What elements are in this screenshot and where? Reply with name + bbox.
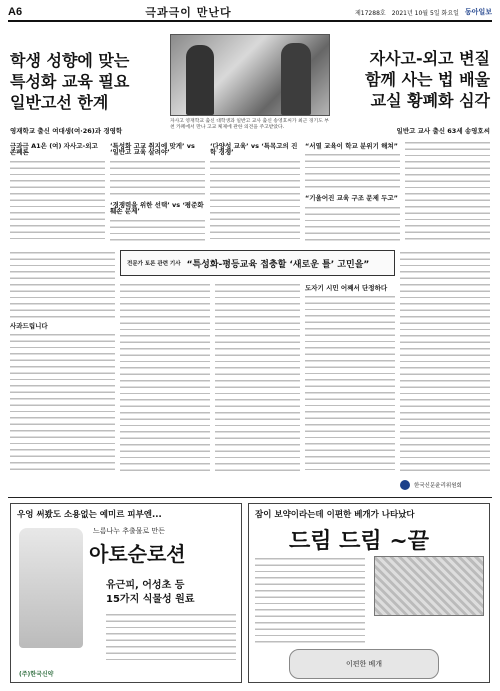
text-lines [10,250,115,320]
right-headline-line: 자사고-외고 변질 [369,49,490,68]
text-lines [210,159,300,244]
column-subhead: ‘경쟁력을 위한 선택’ vs ‘평준화 훼손 문제’ [110,200,204,216]
ad-product-name: 드림 드림 ~끝 [289,528,430,554]
left-headline-line: 일반고선 한계 [10,93,109,112]
right-headline [340,48,490,111]
pillow-label: 이편한 베개 [289,649,439,679]
column-subhead: “기울어진 교육 구조 문제 두고” [305,194,398,203]
text-lines [120,282,210,475]
committee-icon [400,480,410,490]
lower-column-1 [120,282,210,475]
text-lines [305,205,400,244]
right-column-1 [405,140,490,244]
page-header [8,4,492,22]
interview-photo [170,34,330,116]
issue-meta [355,7,492,17]
pillow-image [374,556,484,616]
column-subhead: “서열 교육이 학교 분위기 해쳐” [305,142,398,150]
banner-title: “특성화-평등교육 접충할 ‘새로운 틀’ 고민을” [186,259,370,270]
ad-feature-line: 15가지 식물성 원료 [106,594,195,605]
notice-title: 도자기 시민 어째서 단정하다 [305,284,388,292]
text-lines [110,159,205,199]
ad-headline: 잠이 보약이라는데 이편한 베개가 나타났다 [255,510,415,520]
banner-label: 전문가 토론 관련 기사 [127,261,181,267]
issue-number: 제17288호 [355,9,386,17]
text-lines [305,152,400,192]
right-headline-line: 교실 황폐화 심각 [370,91,490,110]
newspaper-name: 동아일보 [464,8,492,16]
photo-caption: 자사고 영재학교 출신 대학생과 일반고 교사 출신 송영호씨가 최근 경기도 부천 카페에서 만나 고교 체제에 관한 의견을 주고받았다. [170,119,329,130]
text-lines [305,294,395,474]
left-column-lower [10,250,115,475]
left-byline: 영재학교 출신 여대생(여·26)과 경영학 [10,127,123,135]
text-lines [215,282,300,475]
section-divider [8,497,492,498]
section-masthead: 극과극이 만난다 [145,6,232,19]
ethics-committee-logo [400,475,495,495]
text-lines [400,250,490,472]
ad-text-lines [106,612,236,660]
right-column-lower [400,250,490,472]
ad-brand: (주)한국신약 [19,671,54,678]
related-article-banner[interactable] [120,250,395,276]
left-advertisement[interactable] [10,503,242,683]
center-column-2 [305,140,400,244]
right-byline: 일반고 교사 출신 63세 송영호씨 [396,127,490,135]
ad-text-lines [255,556,365,646]
ad-product-name: 아토순로션 [89,542,186,566]
text-lines [405,140,490,244]
page-number: A6 [8,6,23,18]
lower-column-2 [215,282,300,475]
text-lines [10,159,105,244]
issue-date: 2021년 10월 5일 화요일 [391,9,459,17]
ad-features [106,579,195,607]
left-column-1 [10,140,105,244]
committee-name: 한국신문윤리위원회 [414,483,462,489]
column-subhead: ‘특성화 고교 취지에 맞게’ vs ‘일반고 교육 살려야’ [110,142,195,157]
text-lines [10,332,115,475]
person-left-image [186,45,214,115]
left-column-2 [110,140,205,244]
left-headline-line: 특성화 교육 필요 [10,72,130,91]
center-column-1 [210,140,300,244]
text-lines [110,218,205,244]
ad-feature-line: 유근피, 어성초 등 [106,580,185,591]
left-subtitle: 극과극 A1은 (여) 자사고-외고 존폐론 [10,142,98,157]
left-subhead: 사과드립니다 [10,322,48,330]
ad-subline: 느름나누 추출물로 만든 [93,527,166,535]
left-headline-line: 학생 성향에 맞는 [10,51,130,70]
right-headline-line: 함께 사는 법 배울 [365,70,490,89]
person-right-image [281,43,311,115]
column-subhead: ‘다양성 교육’ vs ‘특목고의 진학 경쟁’ [210,142,298,157]
product-bottle-image [19,528,83,648]
left-headline [10,50,170,113]
right-advertisement[interactable] [248,503,490,683]
lower-column-3 [305,282,395,475]
ad-headline: 우엉 써봤도 소용없는 예미르 피부엔... [17,510,162,520]
